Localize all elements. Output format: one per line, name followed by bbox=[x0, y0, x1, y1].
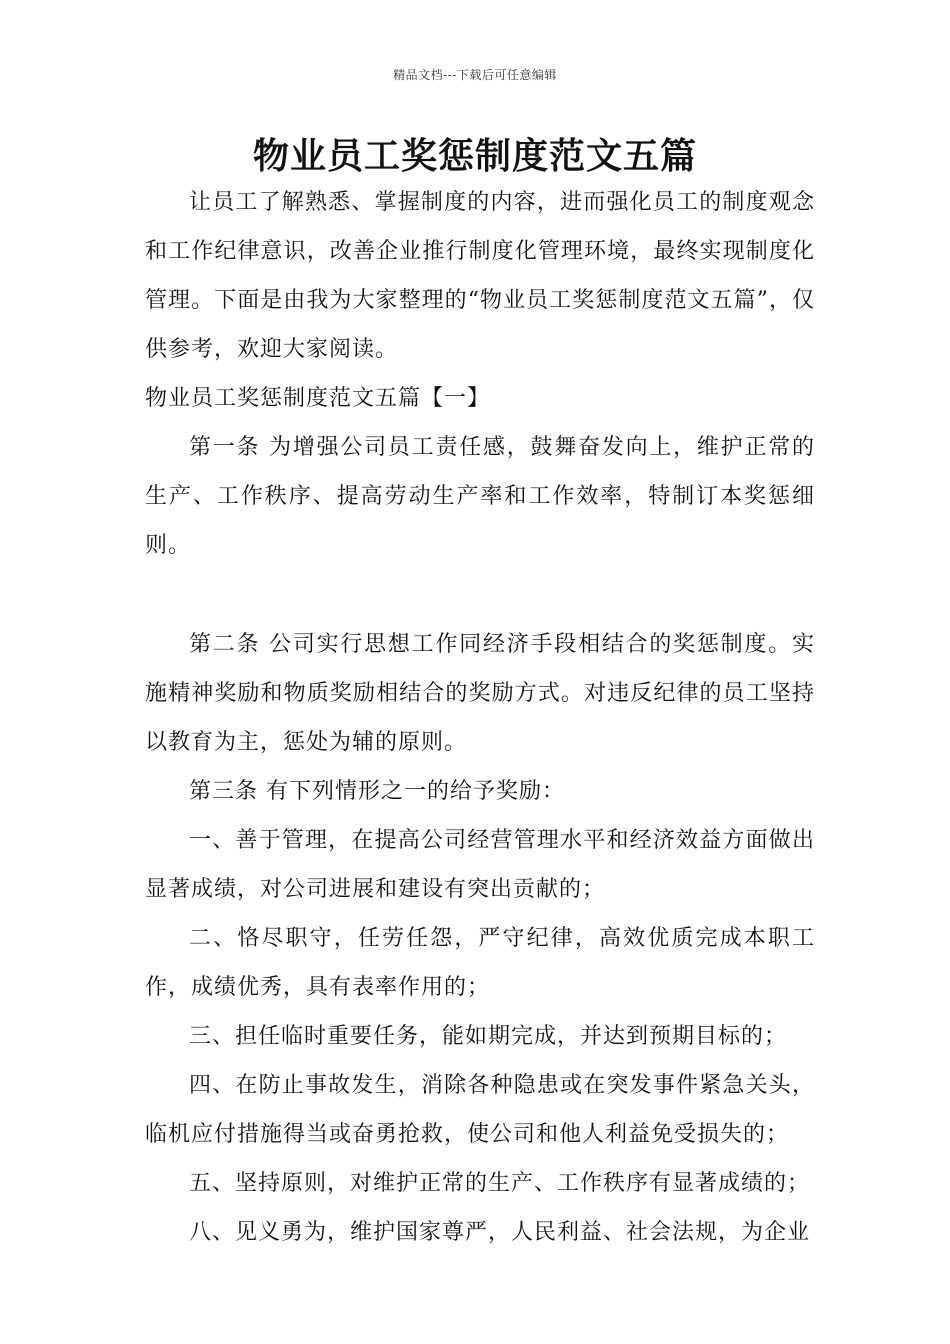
article-3: 第三条 有下列情形之一的给予奖励： bbox=[189, 779, 565, 804]
reward-item-1: 一、善于管理，在提高公司经营管理水平和经济效益方面做出显著成绩，对公司进展和建设有突出贡献的； bbox=[145, 828, 815, 902]
article-2: 第二条 公司实行思想工作同经济手段相结合的奖惩制度。实施精神奖励和物质奖励相结合的奖励方式。对违反纪律的员工坚持以教育为主，惩处为辅的原则。 bbox=[145, 632, 815, 755]
intro-paragraph: 让员工了解熟悉、掌握制度的内容，进而强化员工的制度观念和工作纪律意识，改善企业推行制度化管理环境，最终实现制度化管理。下面是由我为大家整理的“物业员工奖惩制度范文五篇”，仅供参考，欢迎大家阅读。 bbox=[145, 190, 815, 362]
reward-item-2: 二、恪尽职守，任劳任怨，严守纪律，高效优质完成本职工作，成绩优秀，具有表率作用的； bbox=[145, 926, 815, 1000]
document-title: 物业员工奖惩制度范文五篇 bbox=[252, 135, 697, 177]
article-1: 第一条 为增强公司员工责任感，鼓舞奋发向上，维护正常的生产、工作秩序、提高劳动生产率和工作效率，特制订本奖惩细则。 bbox=[145, 435, 815, 558]
reward-item-8: 八、见义勇为，维护国家尊严，人民利益、社会法规，为企业 bbox=[189, 1220, 811, 1245]
reward-item-5: 五、坚持原则，对维护正常的生产、工作秩序有显著成绩的； bbox=[189, 1171, 811, 1196]
section-heading: 物业员工奖惩制度范文五篇【一】 bbox=[145, 386, 491, 411]
page-header-note: 精品文档---下载后可任意编辑 bbox=[393, 68, 557, 82]
reward-item-3: 三、担任临时重要任务，能如期完成，并达到预期目标的； bbox=[189, 1024, 788, 1049]
document-body bbox=[145, 178, 815, 1257]
reward-item-4: 四、在防止事故发生，消除各种隐患或在突发事件紧急关头，临机应付措施得当或奋勇抢救，使公司和他人利益免受损失的； bbox=[145, 1073, 815, 1147]
blank-spacer bbox=[145, 570, 815, 620]
